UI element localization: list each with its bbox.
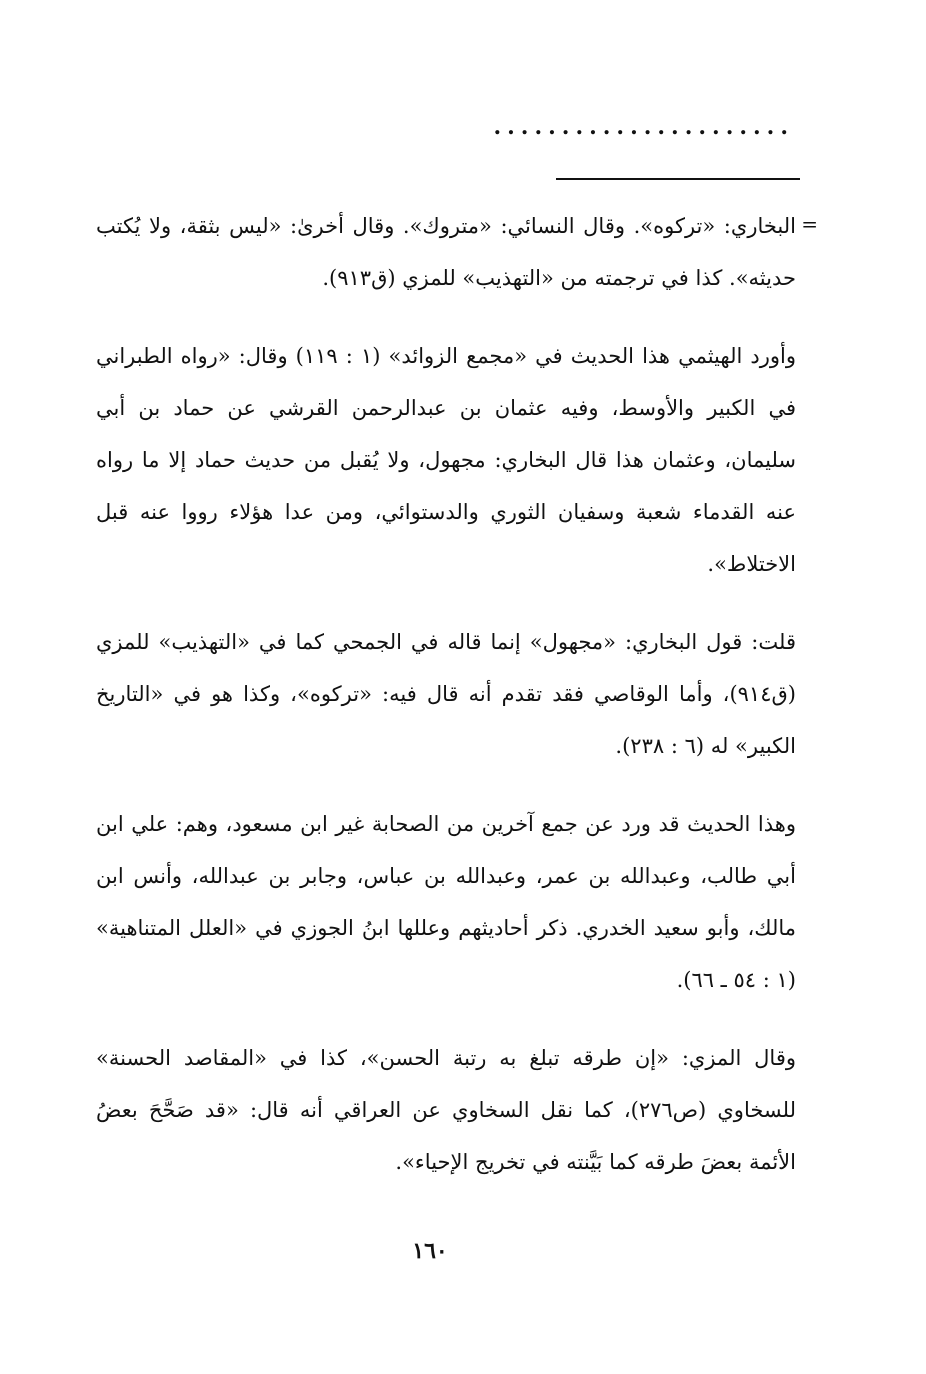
paragraph-5: وقال المزي: «إن طرقه تبلغ به رتبة الحسن»، كذا في «المقاصد الحسنة» للسخاوي (ص٢٧٦)، كما نقل السخاوي عن العراقي أنه قال: «قد صَحَّحَ بعضُ الأئمة بعضَ طرقه كما بَيَّنته في تخريج الإحياء».	[96, 1046, 796, 1174]
paragraph-1-text: البخاري: «تركوه». وقال النسائي: «متروك». وقال أخرىٰ: «ليس بثقة، ولا يُكتب حديثه». كذا في ترجمته من «التهذيب» للمزي (ق٩١٣).	[96, 214, 796, 290]
continuation-marker: =	[801, 212, 818, 236]
footnote-rule	[556, 178, 800, 180]
paragraph-4: وهذا الحديث قد ورد عن جمع آخرين من الصحابة غير ابن مسعود، وهم: علي ابن أبي طالب، وعبدالله بن عمر، وعبدالله بن عباس، وجابر بن عبدالله، وأنس ابن مالك، وأبو سعيد الخدري. ذكر أحاديثهم وعللها ابنُ الجوزي في «العلل المتناهية» (١ : ٥٤ ـ ٦٦).	[96, 812, 796, 992]
paragraph-3: قلت: قول البخاري: «مجهول» إنما قاله في الجمحي كما في «التهذيب» للمزي (ق٩١٤)، وأما الوقاصي فقد تقدم أنه قال فيه: «تركوه»، وكذا هو في «التاريخ الكبير» له (٦ : ٢٣٨).	[96, 630, 796, 758]
footnote-body	[96, 200, 818, 1214]
paragraph-1	[96, 200, 818, 304]
dotted-separator: ......................	[493, 114, 794, 140]
paragraph-2: وأورد الهيثمي هذا الحديث في «مجمع الزوائد» (١ : ١١٩) وقال: «رواه الطبراني في الكبير والأوسط، وفيه عثمان بن عبدالرحمن القرشي عن حماد بن أبي سليمان، وعثمان هذا قال البخاري: مجهول، ولا يُقبل من حديث حماد إلا ما رواه عنه القدماء شعبة وسفيان الثوري والدستوائي، ومن عدا هؤلاء رووا عنه قبل الاختلاط».	[96, 344, 796, 576]
page-number: ١٦٠	[412, 1238, 448, 1264]
